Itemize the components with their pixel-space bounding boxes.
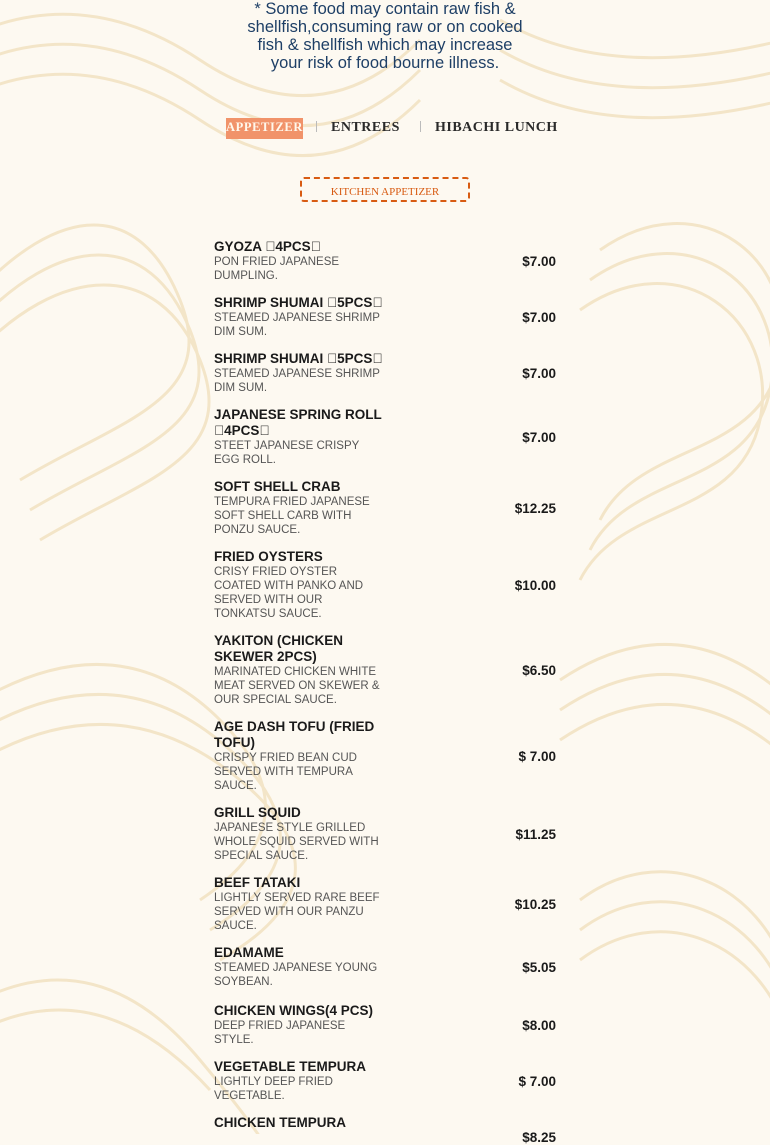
menu-item-price: $ 7.00 bbox=[518, 749, 556, 764]
menu-item-description: STEAMED JAPANESE SHRIMP DIM SUM. bbox=[214, 368, 380, 394]
menu-item-price: $7.00 bbox=[522, 310, 556, 325]
menu-item-description: MARINATED CHICKEN WHITE MEAT SERVED ON SKEWER & OUR SPECIAL SAUCE. bbox=[214, 666, 380, 706]
menu-item-description: DEEP FRIED JAPANESE STYLE. bbox=[214, 1020, 346, 1046]
menu-item-description: JAPANESE STYLE GRILLED WHOLE SQUID SERVED WITH SPECIAL SAUCE. bbox=[214, 822, 379, 862]
menu-item-description: STEAMED JAPANESE YOUNG SOYBEAN. bbox=[214, 962, 378, 988]
menu-item-name: SHRIMP SHUMAI 5PCS bbox=[214, 295, 363, 310]
menu-item-description: TEMPURA FRIED JAPANESE SOFT SHELL CARB WITH PONZU SAUCE. bbox=[214, 496, 370, 536]
menu-item bbox=[214, 805, 556, 863]
menu-item-description: PON FRIED JAPANESE DUMPLING. bbox=[214, 256, 340, 282]
menu-category-tabs bbox=[226, 118, 558, 140]
menu-item-description: LIGHTLY SERVED RARE BEEF SERVED WITH OUR PANZU SAUCE. bbox=[214, 892, 380, 932]
menu-item-description: STEET JAPANESE CRISPY EGG ROLL. bbox=[214, 440, 360, 466]
menu-item-name: GYOZA 4PCS bbox=[214, 239, 301, 254]
menu-item-name: BEEF TATAKI bbox=[214, 875, 301, 890]
menu-item-price: $7.00 bbox=[522, 366, 556, 381]
menu-item bbox=[214, 239, 556, 283]
menu-item-name: AGE DASH TOFU (FRIED TOFU) bbox=[214, 719, 375, 750]
tab-appetizer[interactable]: APPETIZER bbox=[226, 118, 303, 139]
menu-item bbox=[214, 295, 556, 339]
menu-item bbox=[214, 945, 556, 989]
subtab-kitchen-appetizer[interactable]: KITCHEN APPETIZER bbox=[300, 177, 470, 202]
menu-item-price: $10.25 bbox=[514, 897, 556, 912]
tab-hibachi-lunch[interactable]: HIBACHI LUNCH bbox=[435, 120, 558, 135]
menu-item bbox=[214, 1059, 556, 1103]
menu-item bbox=[214, 407, 556, 467]
menu-item-price: $8.25 bbox=[522, 1130, 556, 1145]
tab-divider bbox=[316, 121, 317, 132]
menu-item bbox=[214, 875, 556, 933]
tab-entrees[interactable]: ENTREES bbox=[331, 120, 400, 135]
tab-divider bbox=[420, 121, 421, 132]
menu-item-price: $7.00 bbox=[522, 254, 556, 269]
menu-item-name: EDAMAME bbox=[214, 945, 284, 960]
menu-item-price: $8.00 bbox=[522, 1018, 556, 1033]
menu-item-name: VEGETABLE TEMPURA bbox=[214, 1059, 367, 1074]
menu-item-name: JAPANESE SPRING ROLL 4PCS bbox=[214, 407, 382, 438]
menu-item-price: $11.25 bbox=[515, 827, 556, 842]
menu-item-name: FRIED OYSTERS bbox=[214, 549, 323, 564]
menu-item-description: CRISPY FRIED BEAN CUD SERVED WITH TEMPURA SAUCE. bbox=[214, 752, 357, 792]
menu-item bbox=[214, 719, 556, 793]
menu-item-name: SOFT SHELL CRAB bbox=[214, 479, 341, 494]
menu-item bbox=[214, 633, 556, 707]
menu-item-price: $7.00 bbox=[522, 430, 556, 445]
menu-item bbox=[214, 351, 556, 395]
menu-item-price: $6.50 bbox=[522, 663, 556, 678]
menu-item-name: SHRIMP SHUMAI 5PCS bbox=[214, 351, 363, 366]
food-safety-notice: * Some food may contain raw fish & shellfish,consuming raw or on cooked fish & shellfish which may increase your risk of food bourne illness. bbox=[247, 0, 523, 72]
menu-item-price: $5.05 bbox=[522, 960, 556, 975]
menu-item bbox=[214, 549, 556, 621]
menu-item-description: LIGHTLY DEEP FRIED VEGETABLE. bbox=[214, 1076, 333, 1102]
menu-item-price: $10.00 bbox=[514, 578, 556, 593]
menu-item bbox=[214, 1003, 556, 1047]
menu-item-price: $ 7.00 bbox=[518, 1074, 556, 1089]
menu-item-name: CHICKEN WINGS(4 PCS) bbox=[214, 1003, 374, 1018]
menu-item-name: YAKITON (CHICKEN SKEWER 2PCS) bbox=[214, 633, 344, 664]
menu-item bbox=[214, 1115, 556, 1145]
menu-item bbox=[214, 479, 556, 537]
menu-item-price: $12.25 bbox=[514, 501, 556, 516]
menu-item-name: CHICKEN TEMPURA bbox=[214, 1115, 347, 1130]
menu-item-name: GRILL SQUID bbox=[214, 805, 301, 820]
menu-item-description: STEAMED JAPANESE SHRIMP DIM SUM. bbox=[214, 312, 380, 338]
menu-item-description: CRISY FRIED OYSTER COATED WITH PANKO AND SERVED WITH OUR TONKATSU SAUCE. bbox=[214, 566, 364, 620]
